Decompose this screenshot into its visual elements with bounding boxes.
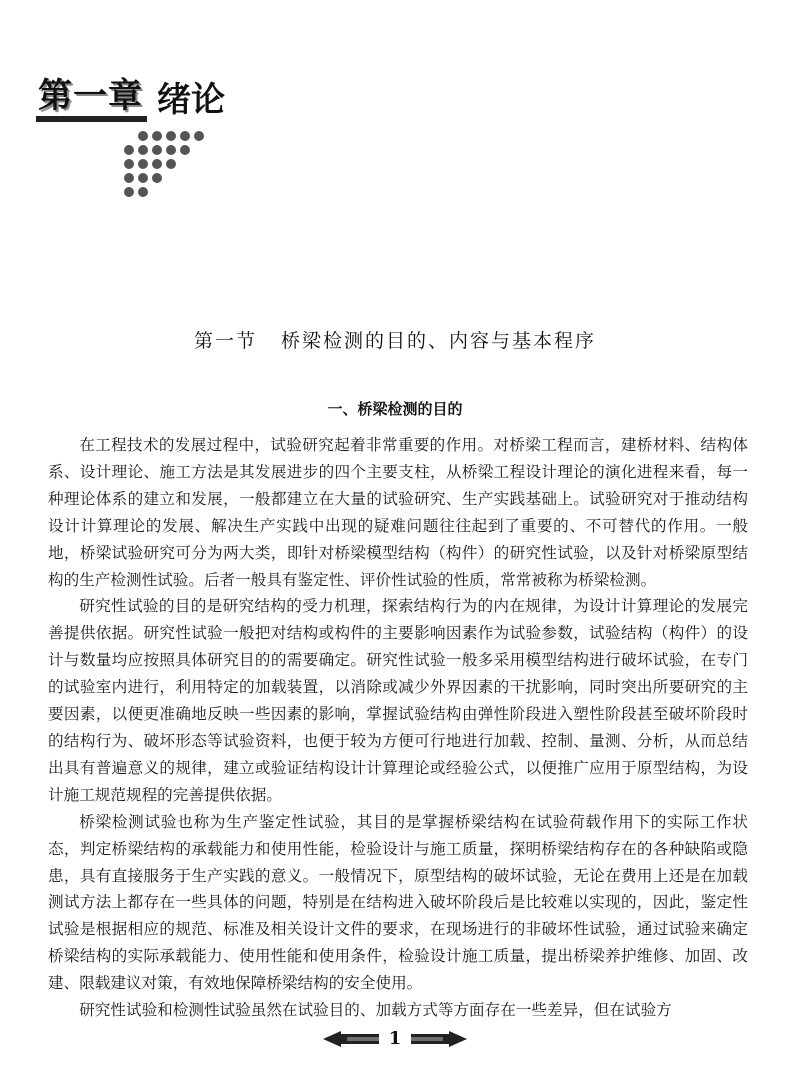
paragraph: 研究性试验的目的是研究结构的受力机理，探索结构行为的内在规律，为设计计算理论的发展完善提供依据。研究性试验一般把对结构或构件的主要影响因素作为试验参数，试验结构（构件）的设计与数量均应按照具体研究目的的需要确定。研究性试验一般多采用模型结构进行破坏试验，在专门的试验室内进行，利用特定的加载装置，以消除或减少外界因素的干扰影响，同时突出所要研究的主要因素，以便更准确地反映一些因素的影响，掌握试验结构由弹性阶段进入塑性阶段甚至破坏阶段时的结构行为、破坏形态等试验资料，也便于较为方便可行地进行加载、控制、量测、分析，从而总结出具有普遍意义的规律，建立或验证结构设计计算理论或经验公式，以便推广应用于原型结构，为设计施工规范规程的完善提供依据。 xyxy=(48,597,748,804)
page-footer xyxy=(0,1028,790,1049)
section-title-text: 桥梁检测的目的、内容与基本程序 xyxy=(281,330,597,352)
chapter-number: 第一章 xyxy=(36,77,147,122)
paragraph: 研究性试验和检测性试验虽然在试验目的、加载方式等方面存在一些差异，但在试验方 xyxy=(79,1001,672,1020)
decorative-dot-grid xyxy=(120,131,200,203)
chapter-heading xyxy=(36,70,225,122)
right-arrow-icon xyxy=(411,1031,467,1047)
paragraph: 桥梁检测试验也称为生产鉴定性试验，其目的是掌握桥梁结构在试验荷载作用下的实际工作状态，判定桥梁结构的承载能力和使用性能，检验设计与施工质量，探明桥梁结构存在的各种缺陷或隐患，具有直接服务于生产实践的意义。一般情况下，原型结构的破坏试验，无论在费用上还是在加载测试方法上都存在一些具体的问题，特别是在结构进入破坏阶段后是比较难以实现的，因此，鉴定性试验是根据相应的规范、标准及相关设计文件的要求，在现场进行的非破坏性试验，通过试验来确定桥梁结构的实际承载能力、使用性能和使用条件，检验设计施工质量，提出桥梁养护维修、加固、改建、限载建议对策，有效地保障桥梁结构的安全使用。 xyxy=(48,812,748,993)
body-text xyxy=(48,432,748,1024)
left-arrow-icon xyxy=(323,1031,379,1047)
chapter-title: 绪论 xyxy=(157,80,225,120)
section-title xyxy=(0,326,790,353)
section-label: 第一节 xyxy=(193,330,257,352)
paragraph: 在工程技术的发展过程中，试验研究起着非常重要的作用。对桥梁工程而言，建桥材料、结构体系、设计理论、施工方法是其发展进步的四个主要支柱，从桥梁工程设计理论的演化进程来看，每一种理论体系的建立和发展，一般都建立在大量的试验研究、生产实践基础上。试验研究对于推动结构设计计算理论的发展、解决生产实践中出现的疑难问题往往起到了重要的、不可替代的作用。一般地，桥梁试验研究可分为两大类，即针对桥梁模型结构（构件）的研究性试验，以及针对桥梁原型结构的生产检测性试验。后者一般具有鉴定性、评价性试验的性质，常常被称为桥梁检测。 xyxy=(48,436,748,589)
subsection-title: 一、桥梁检测的目的 xyxy=(327,400,463,418)
page-number: 1 xyxy=(388,1028,402,1049)
